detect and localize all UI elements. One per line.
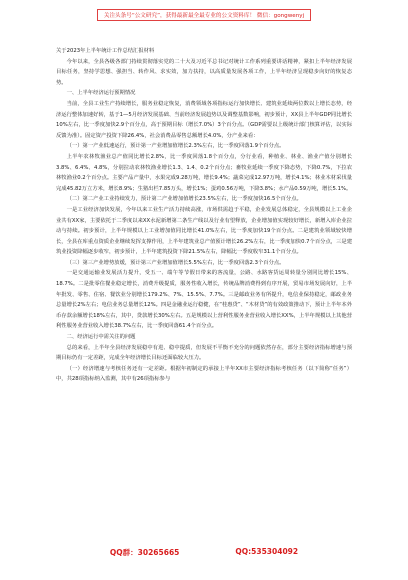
paragraph: 当前，全县工业生产持续增长，服务业稳定恢复，消费领域各项指标运行加快增长、建筑业延续两位数以上增长态势，经济运行整体加速好转，基于1—5月经济发展基础、当前经济发展趋势以及调整基数影响，初步预计，XX县上半年GDP同比增长10%左右，比一季度加快2.9个百分点，高于预期目标（增长7.0%）3个百分点。（GDP需要以上级统计部门核算评估，以实际反馈为准）。固定资产投资下降26.4%，社会消费品零售总额增长4.0%，分产业来看： [56,100,352,139]
paragraph: 上半年农林牧渔业总产值同比增长2.8%，比一季度回落1.8个百分点，分行业看，种植业、林业、渔业产值分别增长3.8%、6.4%、4.8%，分别拉动农林牧渔业增长1.3、1.4、0.2个百分点；畜牧业延续一季度下降态势，下降0.7%，下拉农林牧渔业0.2个百分点。主要产品产量中，水果完成9.28万吨，增长9.4%；蔬菜完成12.97万吨，增长4.1%；林业木材采伐量完成45.82万立方米，增长8.9%；生猪出栏7.85万头，增长1%；蛋鸡0.56万吨，下降3.8%；水产品0.59万吨，增长5.1%。 [56,153,352,192]
document-body [56,46,352,385]
document-title: 关于2023年上半年统计工作总结汇报材料 [56,48,155,54]
footer-contact [0,547,408,567]
section-heading: 一、上半年经济运行预期情况 [66,90,136,97]
top-banner [0,4,408,26]
paragraph: 总的来看，上半年全县经济发展稳中有进、稳中提质，但发展不平衡不充分的问题依然存在，部分主要经济指标增速与预期目标仍有一定差距，完成全年经济增长目标还面临较大压力。 [56,344,352,362]
paragraph: （一）经济增速与考核任务还有一定差距。根据年初制定的承接上半年XX市主要经济指标考核任务（以下简称“任务”）中，共28项指标纳入监测，其中有26项指标参与 [56,365,352,383]
paragraph: 一是交通运输业发展活力提升，受五一、端午等节假日带来的客流量，公路、水路客货运周转量分别同比增长15%、18.7%。二是批零住餐业稳定增长，消费升级提质，服务性收入增长，传统品牌消费得到有序开展，贸易市场发展向好，上半年批发、零售、住宿、餐饮业分别增长179.2%、7%、15.5%、7.7%。三是邮政业务有所提升，电信业保持稳定，邮政业务总量增长2%左右；电信业务总量增长12%。四是金融业运行稳健，在“桂惠贷”、“木材贷”的有效政策推动下，预计上半年本外币存款余额增长18%左右，其中，贷款增长30%左右。五是规模以上营利性服务业营业收入增长XX%，上半年规模以上其他营利性服务业营业收入增长38.7%左右，比一季度回落61.4个百分点。 [56,270,353,330]
section-heading: 二、经济运行中需关注的问题 [66,334,136,341]
subsection-heading: （二）第二产业工业持续发力，预计第二产业增加值增长23.5%左右，比一季度加快16.5个百分点。 [66,196,302,203]
paragraph: 一是工业经济加快发展，今年以来工业生产活力持续高涨，市场供需趋于平稳，企业发展总体稳定，全县规模以上工业企业共有XX家，主要依托于二季度以来XX水泥新增第二条生产线以及行业有望释放，企业增加值实现较好增长，新增入库企业拉动与持续。初步预计，上半年规模以上工业增加值同比增长41.0%左右，比一季度加快19个百分点。二是建筑业领域较快增长，全县在库重点资质企业继续发挥支撑作用，上半年建筑业总产值预计增长26.2%左右，比一季度加快0.7个百分点，三是建筑业投资降幅逐步收窄，初步预计，上半年建筑投资下降21.5%左右，降幅比一季度收窄31.1个百分点。 [56,206,352,256]
paragraph: 今年以来，全县各级各部门持续贯彻落实党的二十大及习近平总书记对统计工作系列重要讲话精神，紧扣上半年经济发展目标任务，坚持学思想、强担当、转作风、求实效，加力扶持，以高质量发展各项工作，上半年经济呈现稳步向好的恢复态势。 [56,58,352,86]
subsection-heading: （一）第一产业低速运行，预计第一产业增加值增长2.3%左右，比一季度回落1.9个百分点。 [66,143,285,150]
footer-qq: QQ:535304092 [235,547,299,556]
banner-text: 关注头条号“公文研究”，获得最新最全最专业的公文资料库！ 微信：gongwenyj [97,9,311,21]
footer-qq-group: QQ群：30265665 [109,548,180,557]
subsection-heading: （三）第三产业增势放缓，预计第三产业增加值增长5.5%左右，比一季度回落2.3个百分点。 [66,259,285,266]
